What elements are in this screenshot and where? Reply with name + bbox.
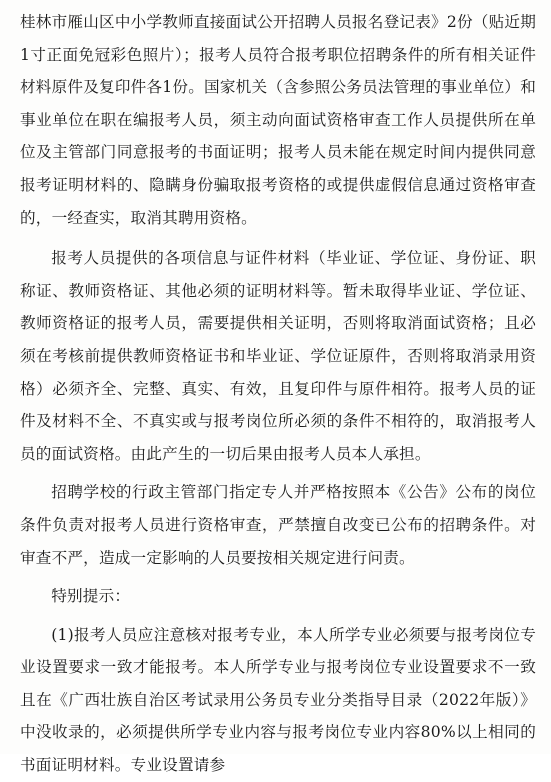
paragraph-special-notice-heading: 特别提示： bbox=[51, 587, 131, 606]
paragraph-certificate-requirements: 报考人员提供的各项信息与证件材料（毕业证、学位证、身份证、职称证、教师资格证、其他必须的证明材料等。暂未取得毕业证、学位证、教师资格证的报考人员，需要提供相关证明，否则将取消面试资格；且必须在考核前提供教师资格证书和毕业证、学位证原件，否则将取消录用资格）必须齐全、完整、真实、有效，且复印件与原件相符。报考人员的证件及材料不全、不真实或与报考岗位所必须的条件不相符的，取消报考人员的面试资格。由此产生的一切后果由报考人员本人承担。 bbox=[20, 249, 536, 463]
paragraph-registration-materials: 桂林市雁山区中小学教师直接面试公开招聘人员报名登记表》2份（贴近期1寸正面免冠彩色照片）；报考人员符合报考职位招聘条件的所有相关证件材料原件及复印件各1份。国家机关（含参照公务员法管理的事业单位）和事业单位在职在编报考人员，须主动向面试资格审查工作人员提供所在单位及主管部门同意报考的书面证明；报考人员未能在规定时间内提供同意报考证明材料的、隐瞒身份骗取报考资格的或提供虚假信息通过资格审查的，一经查实，取消其聘用资格。 bbox=[20, 13, 536, 227]
paragraph-special-notice-item-1: (1)报考人员应注意核对报考专业，本人所学专业必须要与报考岗位专业设置要求一致才能报考。本人所学专业与报考岗位专业设置要求不一致且在《广西壮族自治区考试录用公务员专业分类指导目录（2022年版）》中没收录的，必须提供所学专业内容与报考岗位专业内容80%以上相同的书面证明材料。专业设置请参 bbox=[20, 625, 536, 775]
paragraph-qualification-review: 招聘学校的行政主管部门指定专人并严格按照本《公告》公布的岗位条件负责对报考人员进行资格审查，严禁擅自改变已公布的招聘条件。对审查不严，造成一定影响的人员要按相关规定进行问责。 bbox=[20, 483, 536, 567]
document-body bbox=[20, 6, 536, 782]
